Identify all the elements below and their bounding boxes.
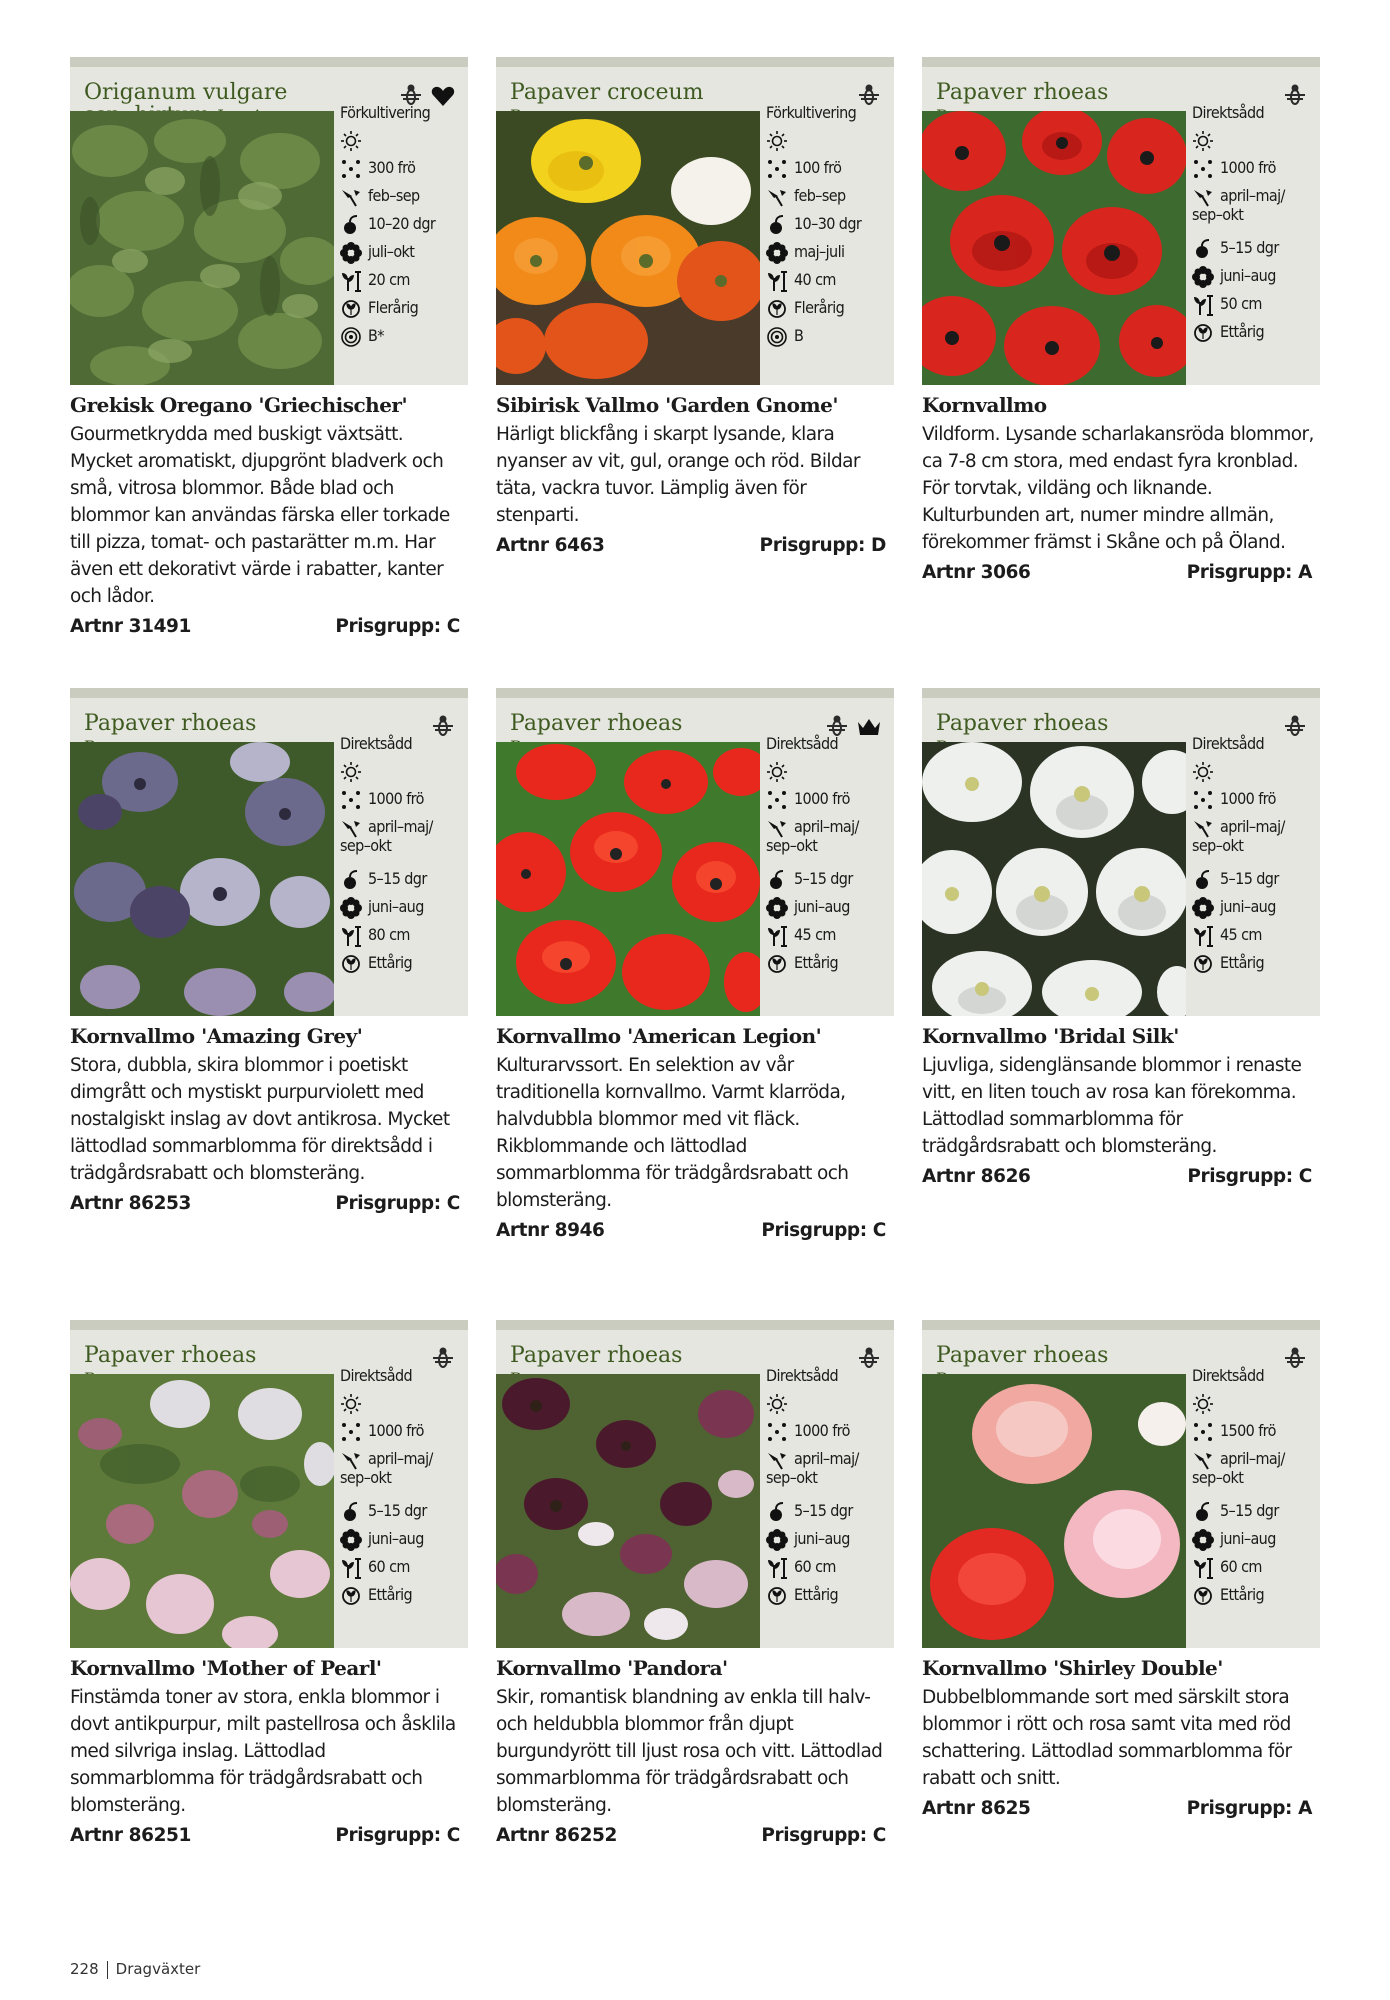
flowering-period: juni–aug	[1220, 1529, 1276, 1548]
lifespan-icon	[340, 953, 362, 975]
seed-count: 1500 frö	[1220, 1421, 1276, 1440]
plant-height: 60 cm	[794, 1557, 836, 1576]
seeds-icon	[766, 789, 788, 811]
latin-name: Papaver rhoeas	[936, 80, 1109, 105]
height-icon	[1192, 1557, 1214, 1579]
lifespan: Flerårig	[794, 298, 845, 317]
plant-height: 20 cm	[368, 270, 410, 289]
sowing-method: Direktsådd	[1192, 734, 1265, 753]
price-group: Prisgrupp: C	[335, 1825, 460, 1846]
product-card	[922, 57, 1320, 583]
product-photo	[70, 111, 334, 385]
sowing-period: april–maj/ sep–okt	[766, 1449, 859, 1487]
germination-icon	[340, 1501, 362, 1523]
price-group: Prisgrupp: C	[761, 1825, 886, 1846]
hardiness-zone: B*	[368, 326, 384, 345]
article-number: Artnr 6463	[496, 535, 605, 556]
seeds-icon	[1192, 789, 1214, 811]
product-card	[496, 1320, 894, 1846]
flowering-period: juni–aug	[1220, 266, 1276, 285]
flower-icon	[340, 897, 362, 919]
product-header	[70, 688, 468, 1016]
germination-time: 5–15 dgr	[1220, 238, 1279, 257]
spec-list	[1186, 103, 1320, 350]
plant-height: 50 cm	[1220, 294, 1262, 313]
sowing-period: april–maj/ sep–okt	[766, 817, 859, 855]
product-description: Gourmetkrydda med buskigt växtsätt. Mycket aromatiskt, djupgrönt bladverk och små, vitrosa blommor. Både blad och blommor kan användas färska eller torkade till pizza, tomat- och pastarätter m.m. Har även ett dekorativt värde i rabatter, kanter och lådor.	[70, 424, 450, 607]
sowing-method: Direktsådd	[1192, 103, 1265, 122]
product-photo	[922, 111, 1186, 385]
seeds-icon	[766, 158, 788, 180]
hardiness-zone: B	[794, 326, 804, 345]
sowing-method: Direktsådd	[766, 1366, 839, 1385]
height-icon	[340, 270, 362, 292]
product-title: Kornvallmo 'Pandora'	[496, 1656, 728, 1680]
germination-icon	[766, 214, 788, 236]
flower-icon	[766, 1529, 788, 1551]
germination-icon	[1192, 1501, 1214, 1523]
sowing-method: Direktsådd	[1192, 1366, 1265, 1385]
plant-height: 80 cm	[368, 925, 410, 944]
germination-time: 5–15 dgr	[368, 1501, 427, 1520]
sowing-period: april–maj/ sep–okt	[1192, 1449, 1285, 1487]
sowing-period: april–maj/ sep–okt	[1192, 186, 1285, 224]
price-group: Prisgrupp: D	[759, 535, 886, 556]
product-title: Kornvallmo 'Mother of Pearl'	[70, 1656, 382, 1680]
seed-count: 1000 frö	[1220, 789, 1276, 808]
lifespan: Ettårig	[1220, 953, 1265, 972]
product-photo	[496, 742, 760, 1016]
flower-icon	[766, 897, 788, 919]
plant-height: 60 cm	[368, 1557, 410, 1576]
flower-icon	[1192, 897, 1214, 919]
lifespan: Ettårig	[1220, 1585, 1265, 1604]
product-photo	[922, 742, 1186, 1016]
product-card	[70, 688, 468, 1214]
plant-height: 40 cm	[794, 270, 836, 289]
germination-icon	[1192, 238, 1214, 260]
product-header	[496, 1320, 894, 1648]
product-description: Vildform. Lysande scharlakansröda blommor, ca 7-8 cm stora, med endast fyra kronblad. För torvtak, vildäng och liknande. Kulturbunden art, numer mindre allmän, förekommer främst i Skåne och på Öland.	[922, 424, 1314, 553]
seed-count: 1000 frö	[794, 1421, 850, 1440]
page-number: 228	[70, 1960, 99, 1978]
seed-count: 100 frö	[794, 158, 842, 177]
flowering-period: juni–aug	[368, 1529, 424, 1548]
product-title: Kornvallmo	[922, 393, 1047, 417]
product-title: Grekisk Oregano 'Griechischer'	[70, 393, 408, 417]
lifespan: Flerårig	[368, 298, 419, 317]
lifespan: Ettårig	[368, 953, 413, 972]
seed-count: 1000 frö	[794, 789, 850, 808]
sowing-method: Direktsådd	[766, 734, 839, 753]
product-card	[70, 57, 468, 637]
sowing-period: feb–sep	[368, 186, 420, 205]
page-footer	[70, 1960, 200, 1979]
lifespan-icon	[1192, 953, 1214, 975]
sowing-method: Direktsådd	[340, 1366, 413, 1385]
germination-time: 5–15 dgr	[1220, 869, 1279, 888]
plant-height: 60 cm	[1220, 1557, 1262, 1576]
flowering-period: juni–aug	[1220, 897, 1276, 916]
germination-icon	[340, 869, 362, 891]
latin-name: Papaver rhoeas	[84, 711, 257, 736]
height-icon	[766, 925, 788, 947]
product-card	[496, 57, 894, 556]
latin-name: Papaver rhoeas	[510, 1343, 683, 1368]
article-number: Artnr 8946	[496, 1220, 605, 1241]
sun-icon	[1192, 130, 1214, 152]
latin-name: Papaver rhoeas	[84, 1343, 257, 1368]
seeds-icon	[340, 158, 362, 180]
sowing-icon	[766, 186, 788, 208]
seeds-icon	[1192, 1421, 1214, 1443]
flowering-period: juni–aug	[368, 897, 424, 916]
spec-list	[334, 734, 468, 981]
product-photo	[922, 1374, 1186, 1648]
lifespan: Ettårig	[794, 1585, 839, 1604]
sun-icon	[766, 130, 788, 152]
spec-list	[1186, 734, 1320, 981]
product-title: Kornvallmo 'Bridal Silk'	[922, 1024, 1179, 1048]
price-group: Prisgrupp: C	[335, 1193, 460, 1214]
germination-icon	[766, 869, 788, 891]
seed-count: 300 frö	[368, 158, 416, 177]
hardiness-icon	[340, 326, 362, 348]
germination-time: 5–15 dgr	[1220, 1501, 1279, 1520]
sun-icon	[1192, 761, 1214, 783]
germination-time: 5–15 dgr	[794, 1501, 853, 1520]
seed-count: 1000 frö	[368, 1421, 424, 1440]
lifespan-icon	[766, 298, 788, 320]
spec-list	[760, 1366, 894, 1613]
seeds-icon	[1192, 158, 1214, 180]
sun-icon	[766, 761, 788, 783]
article-number: Artnr 86253	[70, 1193, 191, 1214]
divider	[107, 1961, 108, 1979]
plant-height: 45 cm	[1220, 925, 1262, 944]
flower-icon	[1192, 1529, 1214, 1551]
product-card	[496, 688, 894, 1241]
lifespan: Ettårig	[1220, 322, 1265, 341]
product-photo	[70, 1374, 334, 1648]
sun-icon	[766, 1393, 788, 1415]
price-group: Prisgrupp: C	[1187, 1166, 1312, 1187]
flower-icon	[340, 242, 362, 264]
article-number: Artnr 86251	[70, 1825, 191, 1846]
sowing-icon	[340, 186, 362, 208]
product-description: Skir, romantisk blandning av enkla till halv- och heldubbla blommor från djupt burgundyrött till ljust rosa och vitt. Lättodlad sommarblomma för trädgårdsrabatt och blomsteräng.	[496, 1687, 883, 1816]
lifespan-icon	[1192, 1585, 1214, 1607]
product-header	[922, 688, 1320, 1016]
product-title: Sibirisk Vallmo 'Garden Gnome'	[496, 393, 839, 417]
flowering-period: juli–okt	[368, 242, 415, 261]
article-number: Artnr 31491	[70, 616, 191, 637]
flower-icon	[1192, 266, 1214, 288]
spec-list	[1186, 1366, 1320, 1613]
lifespan-icon	[340, 1585, 362, 1607]
price-group: Prisgrupp: C	[761, 1220, 886, 1241]
germination-time: 5–15 dgr	[794, 869, 853, 888]
product-title: Kornvallmo 'Shirley Double'	[922, 1656, 1223, 1680]
product-header	[922, 57, 1320, 385]
spec-list	[760, 734, 894, 981]
flower-icon	[766, 242, 788, 264]
sowing-method: Direktsådd	[340, 734, 413, 753]
section-name: Dragväxter	[115, 1960, 201, 1978]
seed-count: 1000 frö	[368, 789, 424, 808]
product-card	[922, 688, 1320, 1187]
product-header	[496, 57, 894, 385]
lifespan-icon	[340, 298, 362, 320]
sowing-method: Förkultivering	[340, 103, 431, 122]
flowering-period: juni–aug	[794, 897, 850, 916]
lifespan: Ettårig	[794, 953, 839, 972]
sun-icon	[340, 761, 362, 783]
hardiness-icon	[766, 326, 788, 348]
product-header	[922, 1320, 1320, 1648]
sowing-method: Förkultivering	[766, 103, 857, 122]
height-icon	[1192, 294, 1214, 316]
product-description: Dubbelblommande sort med särskilt stora blommor i rött och rosa samt vita med röd schattering. Lättodlad sommarblomma för rabatt och snitt.	[922, 1687, 1292, 1789]
product-description: Kulturarvssort. En selektion av vår traditionella kornvallmo. Varmt klarröda, halvdubbla blommor med vit fläck. Rikblommande och lättodlad sommarblomma för trädgårdsrabatt och blomsteräng.	[496, 1055, 849, 1211]
product-title: Kornvallmo 'Amazing Grey'	[70, 1024, 363, 1048]
sowing-period: april–maj/ sep–okt	[1192, 817, 1285, 855]
germination-icon	[1192, 869, 1214, 891]
product-header	[496, 688, 894, 1016]
product-card	[922, 1320, 1320, 1819]
lifespan-icon	[1192, 322, 1214, 344]
sun-icon	[1192, 1393, 1214, 1415]
latin-name: Papaver rhoeas	[936, 711, 1109, 736]
product-description: Ljuvliga, sidenglänsande blommor i renaste vitt, en liten touch av rosa kan förekomma. Lättodlad sommarblomma för trädgårdsrabatt och blomsteräng.	[922, 1055, 1302, 1157]
height-icon	[766, 270, 788, 292]
latin-name: Papaver rhoeas	[510, 711, 683, 736]
product-header	[70, 1320, 468, 1648]
product-card	[70, 1320, 468, 1846]
height-icon	[1192, 925, 1214, 947]
seeds-icon	[766, 1421, 788, 1443]
germination-time: 10–30 dgr	[794, 214, 862, 233]
lifespan-icon	[766, 1585, 788, 1607]
price-group: Prisgrupp: A	[1186, 1798, 1312, 1819]
product-photo	[70, 742, 334, 1016]
height-icon	[340, 1557, 362, 1579]
product-header	[70, 57, 468, 385]
latin-name: Origanum vulgare	[84, 81, 384, 129]
price-group: Prisgrupp: C	[335, 616, 460, 637]
lifespan-icon	[766, 953, 788, 975]
sowing-period: april–maj/ sep–okt	[340, 817, 433, 855]
lifespan: Ettårig	[368, 1585, 413, 1604]
sowing-period: april–maj/ sep–okt	[340, 1449, 433, 1487]
germination-time: 10–20 dgr	[368, 214, 436, 233]
height-icon	[340, 925, 362, 947]
sun-icon	[340, 130, 362, 152]
spec-list	[334, 103, 468, 354]
seeds-icon	[340, 1421, 362, 1443]
latin-name: Papaver rhoeas	[936, 1343, 1109, 1368]
plant-height: 45 cm	[794, 925, 836, 944]
article-number: Artnr 8625	[922, 1798, 1031, 1819]
flowering-period: maj–juli	[794, 242, 845, 261]
product-photo	[496, 111, 760, 385]
article-number: Artnr 86252	[496, 1825, 617, 1846]
product-description: Härligt blickfång i skarpt lysande, klara nyanser av vit, gul, orange och röd. Bildar täta, vackra tuvor. Lämplig även för stenparti.	[496, 424, 860, 526]
product-description: Stora, dubbla, skira blommor i poetiskt dimgrått och mystiskt purpurviolett med nostalgiskt inslag av dovt antikrosa. Mycket lättodlad sommarblomma för direktsådd i trädgårdsrabatt och blomsteräng.	[70, 1055, 450, 1184]
seeds-icon	[340, 789, 362, 811]
flowering-period: juni–aug	[794, 1529, 850, 1548]
germination-icon	[766, 1501, 788, 1523]
height-icon	[766, 1557, 788, 1579]
product-photo	[496, 1374, 760, 1648]
article-number: Artnr 3066	[922, 562, 1031, 583]
spec-list	[334, 1366, 468, 1613]
price-group: Prisgrupp: A	[1186, 562, 1312, 583]
germination-time: 5–15 dgr	[368, 869, 427, 888]
latin-name: Papaver croceum	[510, 80, 704, 105]
spec-list	[760, 103, 894, 354]
sun-icon	[340, 1393, 362, 1415]
article-number: Artnr 8626	[922, 1166, 1031, 1187]
flower-icon	[340, 1529, 362, 1551]
seed-count: 1000 frö	[1220, 158, 1276, 177]
sowing-period: feb–sep	[794, 186, 846, 205]
germination-icon	[340, 214, 362, 236]
product-description: Finstämda toner av stora, enkla blommor i dovt antikpurpur, milt pastellrosa och åsklila med silvriga inslag. Lättodlad sommarblomma för trädgårdsrabatt och blomsteräng.	[70, 1687, 456, 1816]
product-title: Kornvallmo 'American Legion'	[496, 1024, 822, 1048]
